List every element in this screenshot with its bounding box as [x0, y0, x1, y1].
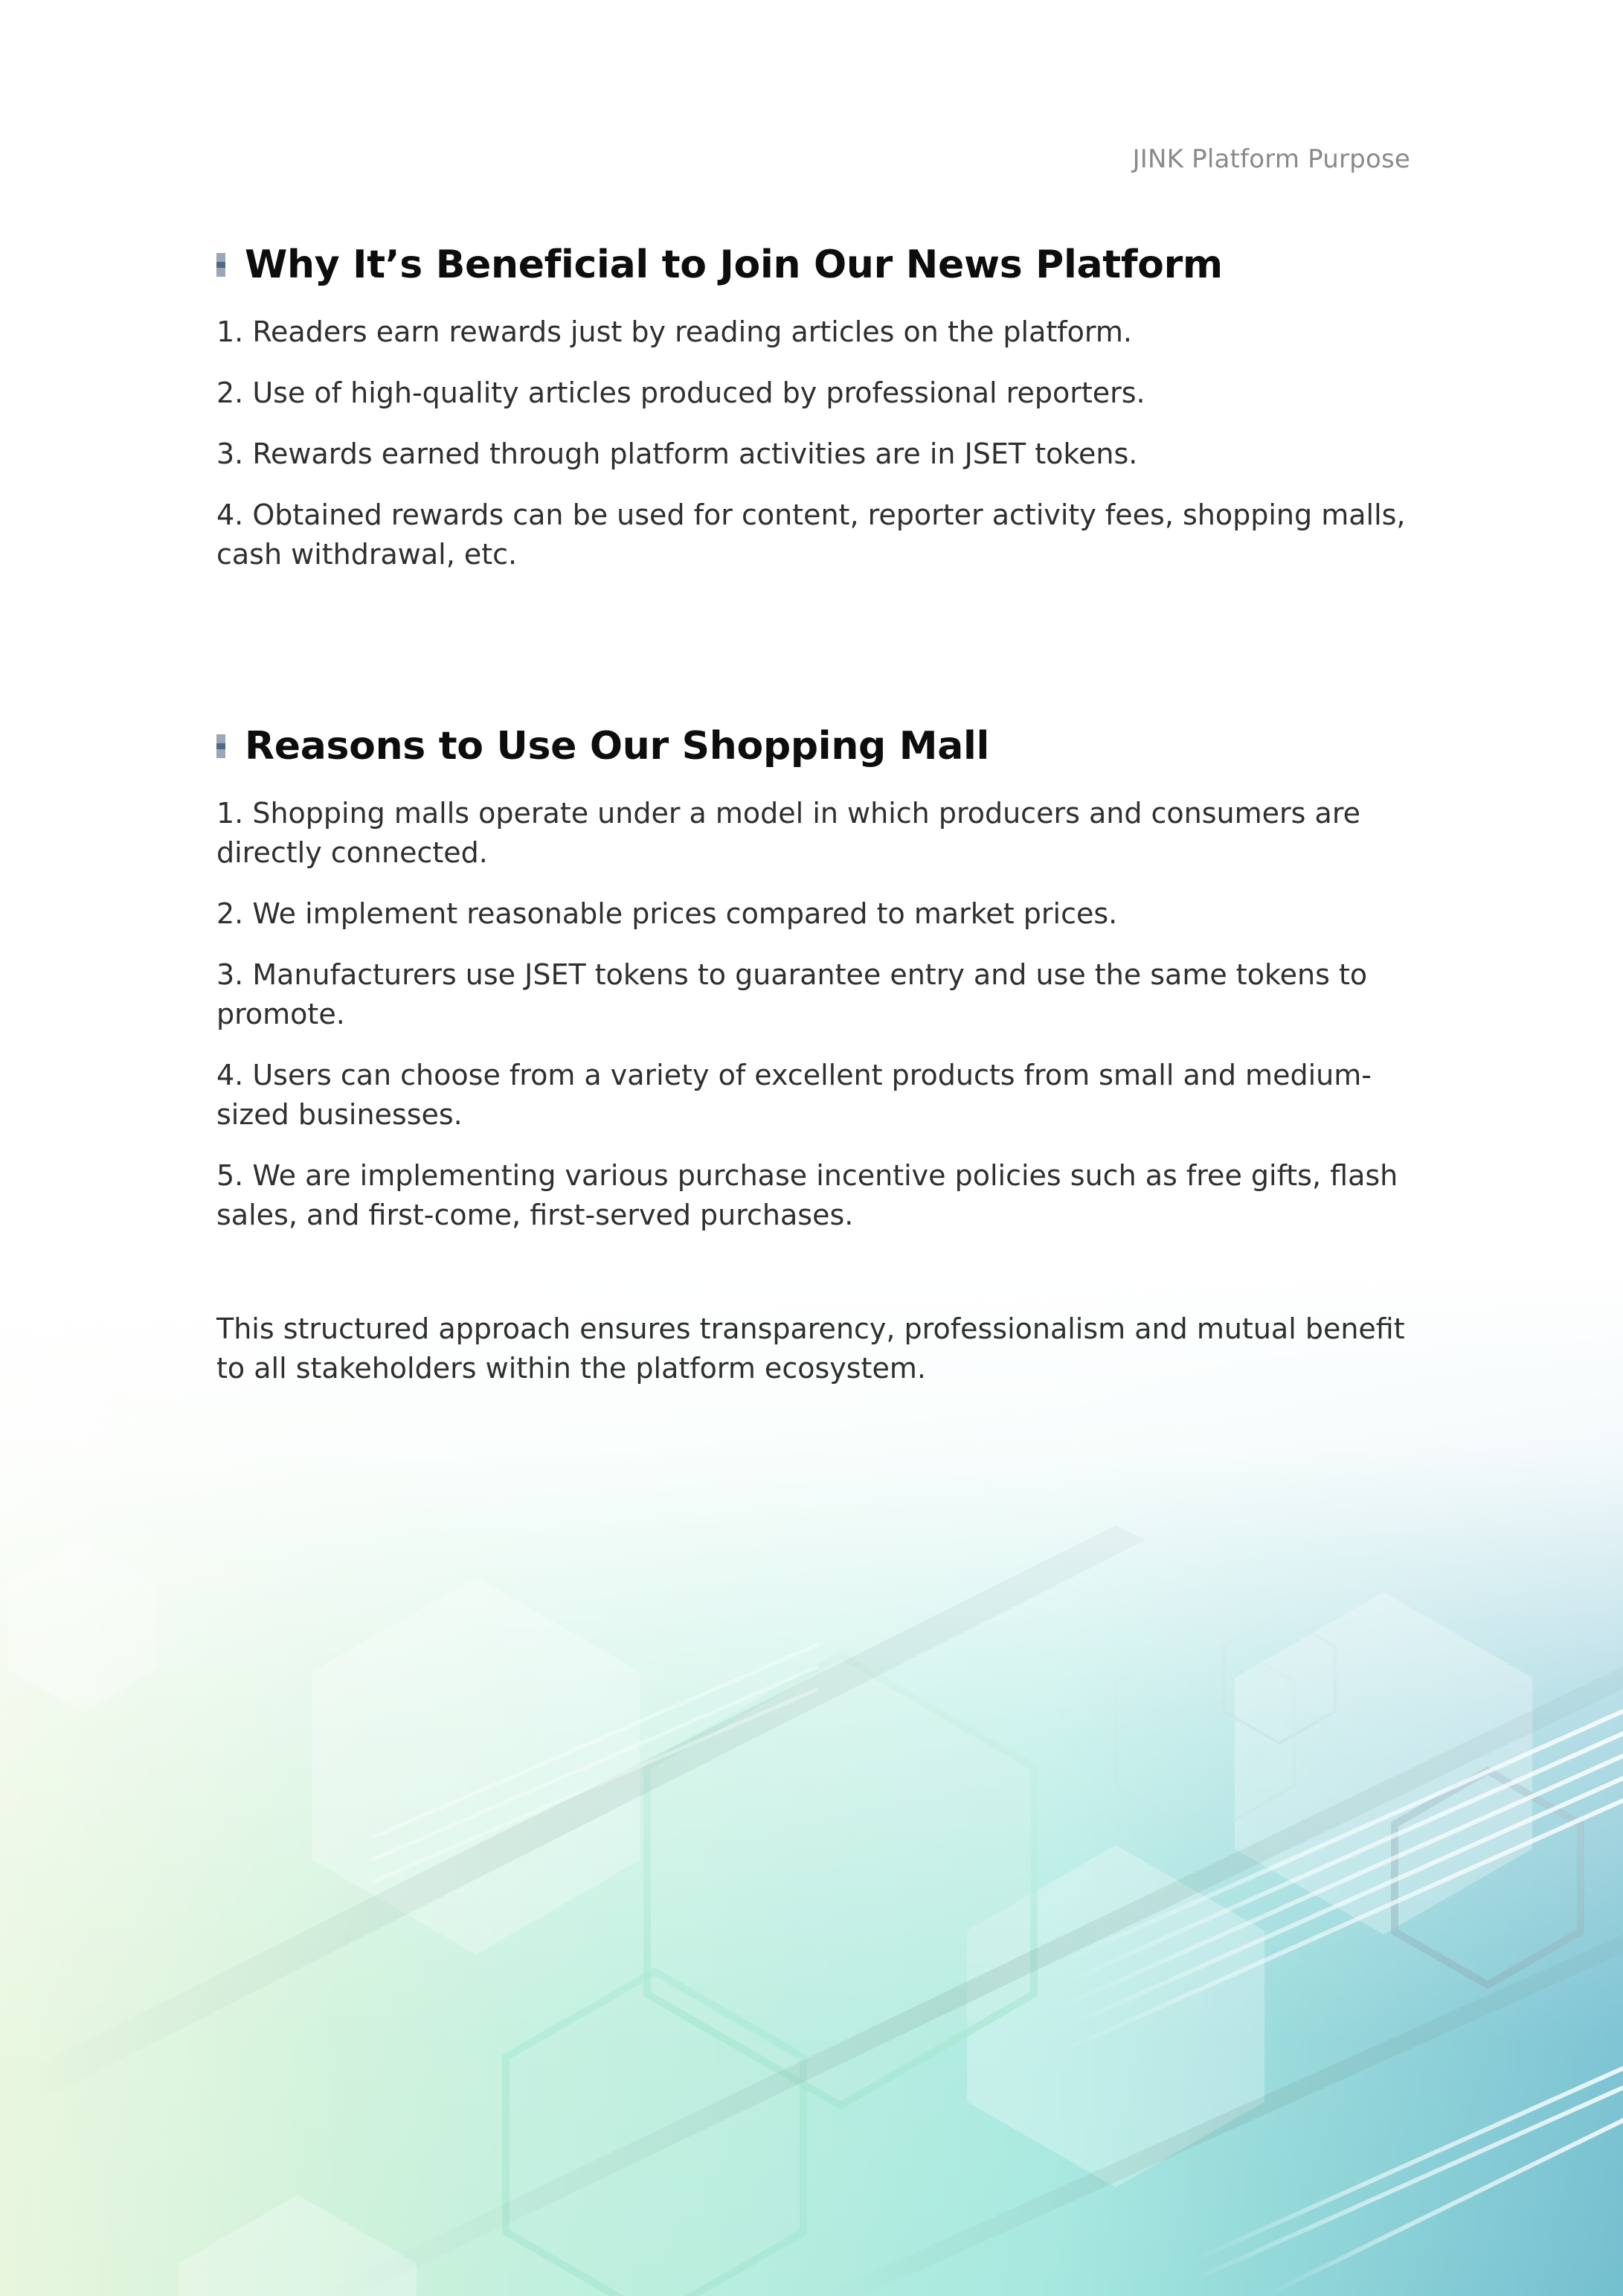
- section-title-row: [216, 724, 1414, 769]
- list-item: 4. Obtained rewards can be used for content, reporter activity fees, shopping malls, cash withdrawal, etc.: [216, 498, 1406, 571]
- list-item: 1. Shopping malls operate under a model in which producers and consumers are directly connected.: [216, 797, 1360, 869]
- title-marker-icon: [216, 734, 225, 758]
- list-item: 3. Manufacturers use JSET tokens to guarantee entry and use the same tokens to promote.: [216, 958, 1368, 1030]
- list-item: 3. Rewards earned through platform activities are in JSET tokens.: [216, 437, 1138, 470]
- title-marker-icon: [216, 253, 225, 277]
- list-item: 2. Use of high-quality articles produced by professional reporters.: [216, 376, 1145, 409]
- list-item: 5. We are implementing various purchase incentive policies such as free gifts, flash sales, and first-come, first-served purchases.: [216, 1159, 1398, 1231]
- section-shopping-mall: [216, 724, 1414, 1257]
- section-title: Reasons to Use Our Shopping Mall: [245, 724, 990, 769]
- closing-paragraph: This structured approach ensures transparency, professionalism and mutual benefit to all stakeholders within the platform ecosystem.: [216, 1312, 1405, 1385]
- section-news-platform: [216, 243, 1414, 596]
- list-item: 4. Users can choose from a variety of excellent products from small and medium-sized businesses.: [216, 1059, 1372, 1131]
- running-header: JINK Platform Purpose: [1132, 144, 1410, 174]
- section-title: Why It’s Beneficial to Join Our News Platform: [245, 243, 1223, 287]
- list-item: 1. Readers earn rewards just by reading articles on the platform.: [216, 315, 1132, 348]
- section-title-row: [216, 243, 1414, 287]
- list-item: 2. We implement reasonable prices compared to market prices.: [216, 897, 1118, 930]
